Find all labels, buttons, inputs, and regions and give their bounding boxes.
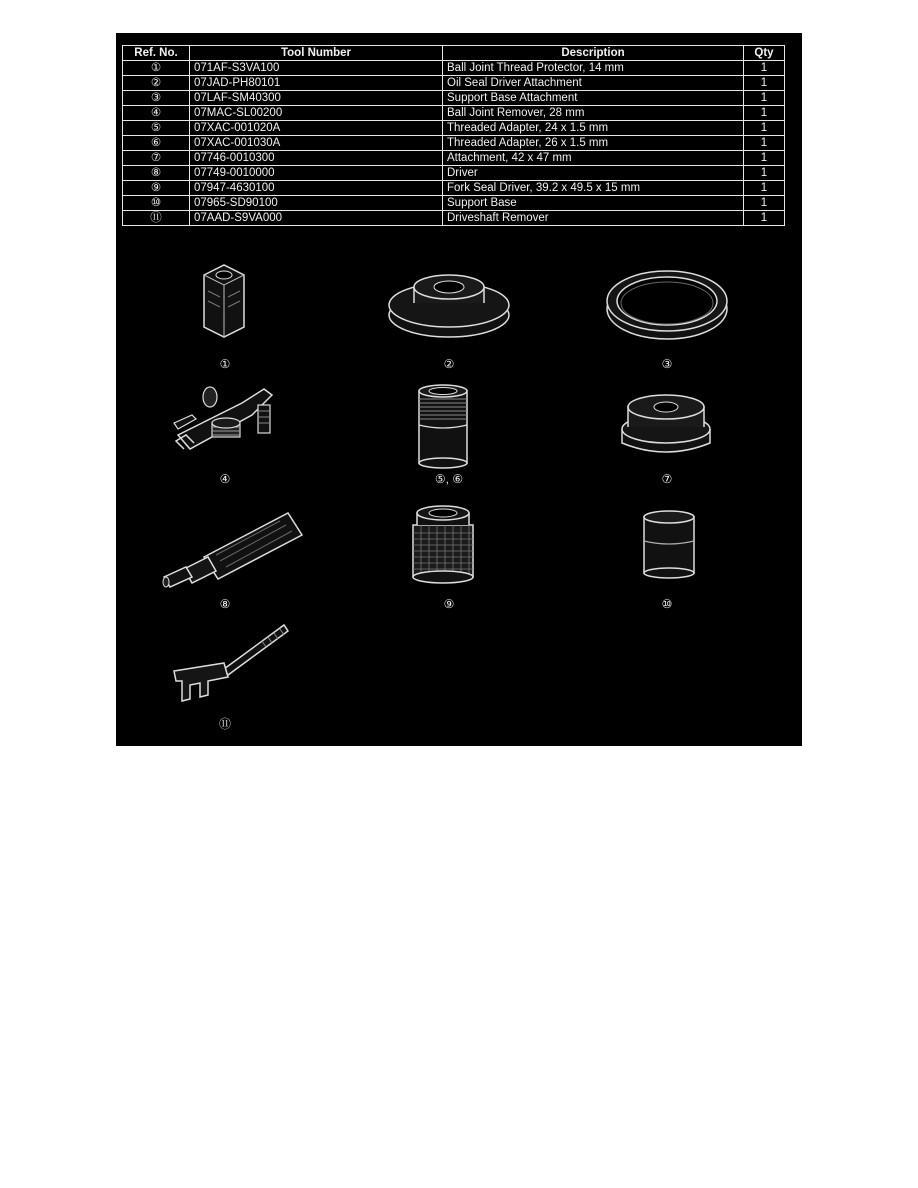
figure-label-2: ② <box>443 357 455 371</box>
table-row <box>123 196 785 211</box>
cell-description: Ball Joint Thread Protector, 14 mm <box>443 61 744 76</box>
special-tools-panel <box>116 33 802 746</box>
figure-label-4: ④ <box>219 472 231 486</box>
cell-ref: ② <box>123 76 190 91</box>
cell-qty: 1 <box>744 211 785 226</box>
oil-seal-driver-attachment-icon <box>384 265 514 345</box>
attachment-icon <box>616 389 716 461</box>
figure-label-8: ⑧ <box>219 597 231 611</box>
cell-qty: 1 <box>744 181 785 196</box>
cell-ref: ⑥ <box>123 136 190 151</box>
ball-joint-remover-icon <box>172 375 292 465</box>
cell-tool-number: 07749-0010000 <box>190 166 443 181</box>
cell-description: Support Base Attachment <box>443 91 744 106</box>
cell-ref: ⑪ <box>123 211 190 226</box>
cell-qty: 1 <box>744 151 785 166</box>
table-row <box>123 181 785 196</box>
figure-label-11: ⑪ <box>218 717 231 731</box>
driveshaft-remover-icon <box>168 619 292 703</box>
figure-label-5-6: ⑤, ⑥ <box>434 472 464 486</box>
cell-qty: 1 <box>744 91 785 106</box>
figure-label-9: ⑨ <box>443 597 455 611</box>
support-base-attachment-ring-icon <box>602 261 732 345</box>
cell-ref: ⑤ <box>123 121 190 136</box>
cell-ref: ⑩ <box>123 196 190 211</box>
cell-ref: ③ <box>123 91 190 106</box>
cell-tool-number: 07XAC-001020A <box>190 121 443 136</box>
cell-qty: 1 <box>744 106 785 121</box>
driver-handle-icon <box>160 501 310 591</box>
cell-ref: ① <box>123 61 190 76</box>
header-qty: Qty <box>744 46 785 61</box>
cell-description: Fork Seal Driver, 39.2 x 49.5 x 15 mm <box>443 181 744 196</box>
cell-description: Support Base <box>443 196 744 211</box>
cell-ref: ⑧ <box>123 166 190 181</box>
cell-qty: 1 <box>744 166 785 181</box>
cell-tool-number: 07965-SD90100 <box>190 196 443 211</box>
table-row <box>123 211 785 226</box>
table-row <box>123 91 785 106</box>
cell-tool-number: 07947-4630100 <box>190 181 443 196</box>
cell-tool-number: 07JAD-PH80101 <box>190 76 443 91</box>
table-row <box>123 121 785 136</box>
cell-tool-number: 07MAC-SL00200 <box>190 106 443 121</box>
cell-tool-number: 07XAC-001030A <box>190 136 443 151</box>
cell-qty: 1 <box>744 136 785 151</box>
cell-qty: 1 <box>744 121 785 136</box>
cell-tool-number: 07AAD-S9VA000 <box>190 211 443 226</box>
cell-qty: 1 <box>744 196 785 211</box>
threaded-adapter-icon <box>413 383 473 469</box>
table-row <box>123 76 785 91</box>
table-row <box>123 166 785 181</box>
cell-description: Oil Seal Driver Attachment <box>443 76 744 91</box>
cell-ref: ⑦ <box>123 151 190 166</box>
cell-description: Attachment, 42 x 47 mm <box>443 151 744 166</box>
figure-label-7: ⑦ <box>661 472 673 486</box>
cell-ref: ⑨ <box>123 181 190 196</box>
fork-seal-driver-icon <box>407 503 479 585</box>
cell-description: Driveshaft Remover <box>443 211 744 226</box>
cell-description: Driver <box>443 166 744 181</box>
tools-table <box>122 45 785 226</box>
table-row <box>123 136 785 151</box>
cell-tool-number: 071AF-S3VA100 <box>190 61 443 76</box>
figure-label-3: ③ <box>661 357 673 371</box>
cell-ref: ④ <box>123 106 190 121</box>
support-base-icon <box>638 507 700 581</box>
thread-protector-icon <box>194 261 254 341</box>
table-row <box>123 151 785 166</box>
cell-description: Ball Joint Remover, 28 mm <box>443 106 744 121</box>
cell-tool-number: 07746-0010300 <box>190 151 443 166</box>
table-header-row <box>123 46 785 61</box>
cell-description: Threaded Adapter, 24 x 1.5 mm <box>443 121 744 136</box>
header-ref-no: Ref. No. <box>123 46 190 61</box>
figure-label-10: ⑩ <box>661 597 673 611</box>
cell-description: Threaded Adapter, 26 x 1.5 mm <box>443 136 744 151</box>
figure-label-1: ① <box>219 357 231 371</box>
table-row <box>123 61 785 76</box>
header-description: Description <box>443 46 744 61</box>
cell-tool-number: 07LAF-SM40300 <box>190 91 443 106</box>
cell-qty: 1 <box>744 61 785 76</box>
cell-qty: 1 <box>744 76 785 91</box>
header-tool-number: Tool Number <box>190 46 443 61</box>
table-row <box>123 106 785 121</box>
